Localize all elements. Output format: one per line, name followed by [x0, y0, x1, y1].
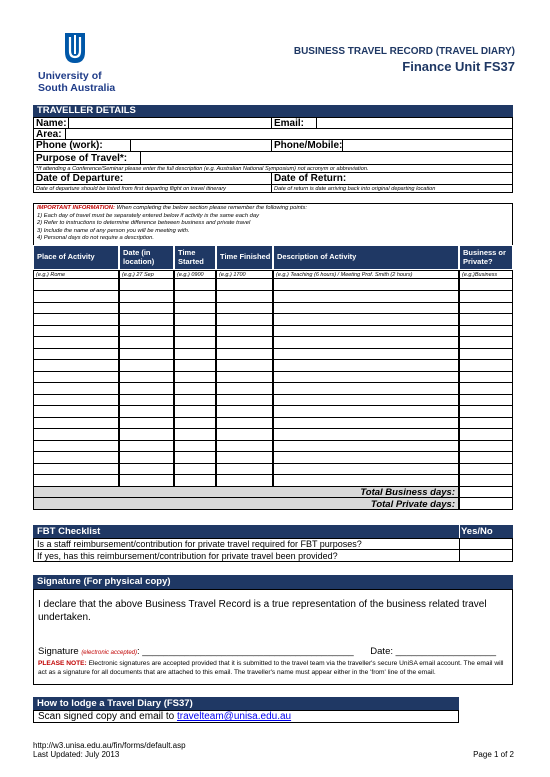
- table-row: [33, 440, 513, 452]
- table-cell[interactable]: [33, 394, 119, 406]
- table-row: [33, 371, 513, 383]
- activity-rows: [33, 279, 513, 486]
- departure-field[interactable]: Date of Departure:: [33, 172, 272, 185]
- email-field[interactable]: Email:: [271, 117, 513, 129]
- table-cell[interactable]: [216, 463, 273, 475]
- form-subtitle: Finance Unit FS37: [402, 59, 515, 74]
- table-cell[interactable]: [174, 314, 216, 326]
- table-cell[interactable]: [459, 463, 513, 475]
- departure-note: Date of departure should be listed from first departing flight on travel itinerary: [33, 184, 272, 193]
- return-field[interactable]: Date of Return:: [271, 172, 513, 185]
- signature-note: (electronic accepted): [81, 650, 138, 656]
- table-cell[interactable]: [33, 440, 119, 452]
- table-cell[interactable]: [119, 406, 174, 418]
- table-row: [33, 291, 513, 303]
- table-cell[interactable]: [33, 279, 119, 291]
- table-cell[interactable]: [216, 360, 273, 372]
- fbt-question-2: If yes, has this reimbursement/contribution for private travel been provided?: [33, 549, 460, 562]
- table-cell[interactable]: [33, 406, 119, 418]
- col-finish: Time Finished: [216, 245, 273, 270]
- example-finish: (e.g.) 1700: [216, 270, 273, 279]
- table-cell[interactable]: [459, 429, 513, 441]
- travelteam-email-link[interactable]: travelteam@unisa.edu.au: [176, 711, 292, 722]
- logo-text-line1: University of: [38, 70, 102, 82]
- table-cell[interactable]: [174, 279, 216, 291]
- table-cell[interactable]: [33, 429, 119, 441]
- form-title: BUSINESS TRAVEL RECORD (TRAVEL DIARY): [293, 46, 515, 57]
- please-note-text: Electronic signatures are accepted provided that it is submitted to the travel team via the traveller's secure UniSA email account. The email will act as a signature for all documents that are attached to this email. The traveller's name must appear either in the 'from' line of the email.: [38, 660, 504, 676]
- example-start: (e.g.) 0900: [174, 270, 216, 279]
- table-cell[interactable]: [273, 325, 459, 337]
- unisa-logo-icon: [64, 32, 86, 64]
- table-row: [33, 394, 513, 406]
- table-cell[interactable]: [174, 417, 216, 429]
- table-cell[interactable]: [33, 452, 119, 464]
- table-cell[interactable]: [459, 440, 513, 452]
- area-field[interactable]: Area:: [33, 128, 513, 140]
- col-description: Description of Activity: [273, 245, 459, 270]
- table-cell[interactable]: [216, 417, 273, 429]
- table-cell[interactable]: [174, 394, 216, 406]
- table-row: [33, 302, 513, 314]
- important-point: 2) Refer to instructions to determine difference between business and private travel: [37, 220, 251, 226]
- table-row: [33, 383, 513, 395]
- table-cell[interactable]: [216, 452, 273, 464]
- table-cell[interactable]: [33, 302, 119, 314]
- signature-please-note: [38, 659, 508, 677]
- table-row: [33, 348, 513, 360]
- table-cell[interactable]: [273, 314, 459, 326]
- table-cell[interactable]: [273, 463, 459, 475]
- purpose-label-divider: [33, 151, 141, 165]
- fbt-question-1: Is a staff reimbursement/contribution for private travel required for FBT purposes?: [33, 538, 460, 550]
- table-cell[interactable]: [119, 440, 174, 452]
- table-cell[interactable]: [459, 325, 513, 337]
- table-cell[interactable]: [216, 325, 273, 337]
- table-cell[interactable]: [33, 337, 119, 349]
- table-cell[interactable]: [174, 383, 216, 395]
- table-cell[interactable]: [174, 371, 216, 383]
- table-cell[interactable]: [119, 325, 174, 337]
- table-cell[interactable]: [459, 302, 513, 314]
- table-cell[interactable]: [174, 302, 216, 314]
- important-point: 1) Each day of travel must be separately entered below if activity is the same each day: [37, 212, 260, 219]
- purpose-note: *If attending a Conference/Seminar please enter the full description (e.g. Australian National Symposium) not acronym or abbreviation.: [33, 164, 513, 173]
- table-cell[interactable]: [119, 337, 174, 349]
- example-type: (e.g.)Business: [459, 270, 513, 279]
- table-row: [33, 475, 513, 487]
- table-row: [33, 417, 513, 429]
- table-cell[interactable]: [119, 394, 174, 406]
- table-cell[interactable]: [119, 383, 174, 395]
- please-note-label: PLEASE NOTE:: [38, 660, 87, 667]
- important-point: 3) Include the name of any person you will be meeting with.: [37, 227, 190, 234]
- important-point: 4) Personal days do not require a description.: [37, 235, 154, 241]
- table-cell[interactable]: [273, 360, 459, 372]
- table-cell[interactable]: [216, 302, 273, 314]
- table-cell[interactable]: [33, 417, 119, 429]
- table-cell[interactable]: [273, 302, 459, 314]
- table-cell[interactable]: [273, 394, 459, 406]
- table-cell[interactable]: [174, 429, 216, 441]
- table-cell[interactable]: [174, 291, 216, 303]
- table-cell[interactable]: [273, 291, 459, 303]
- table-cell[interactable]: [119, 360, 174, 372]
- signature-heading: Signature (For physical copy): [33, 575, 513, 589]
- total-private-value[interactable]: [459, 498, 513, 510]
- table-row: [33, 452, 513, 464]
- unisa-logo: [38, 32, 118, 94]
- total-business-label: Total Business days:: [360, 487, 455, 498]
- table-cell[interactable]: [459, 314, 513, 326]
- table-cell[interactable]: [216, 429, 273, 441]
- lodge-heading: How to lodge a Travel Diary (FS37): [33, 697, 459, 710]
- signature-label: Signature: [38, 646, 79, 657]
- table-cell[interactable]: [174, 452, 216, 464]
- table-cell[interactable]: [216, 440, 273, 452]
- phone-work-field[interactable]: Phone (work):: [33, 139, 272, 152]
- table-cell[interactable]: [273, 279, 459, 291]
- col-date: Date (in location): [119, 245, 174, 270]
- table-cell[interactable]: [273, 348, 459, 360]
- table-cell[interactable]: [174, 463, 216, 475]
- table-cell[interactable]: [273, 337, 459, 349]
- traveller-details-heading: TRAVELLER DETAILS: [33, 105, 513, 117]
- table-cell[interactable]: [216, 475, 273, 487]
- table-cell[interactable]: [119, 279, 174, 291]
- lodge-instructions: [33, 710, 459, 723]
- table-row: [33, 337, 513, 349]
- table-cell[interactable]: [459, 452, 513, 464]
- important-intro: When completing the below section please remember the following points:: [114, 205, 307, 211]
- table-cell[interactable]: [216, 383, 273, 395]
- table-cell[interactable]: [174, 337, 216, 349]
- table-cell[interactable]: [174, 406, 216, 418]
- table-cell[interactable]: [459, 291, 513, 303]
- name-field[interactable]: Name:: [33, 117, 272, 129]
- table-cell[interactable]: [273, 429, 459, 441]
- table-cell[interactable]: [459, 348, 513, 360]
- table-cell[interactable]: [459, 371, 513, 383]
- purpose-field[interactable]: Purpose of Travel*:: [33, 151, 513, 165]
- table-cell[interactable]: [174, 348, 216, 360]
- col-start: Time Started: [174, 245, 216, 270]
- col-business-private: Business or Private?: [459, 245, 513, 270]
- table-row: [33, 429, 513, 441]
- table-cell[interactable]: [119, 417, 174, 429]
- table-cell[interactable]: [216, 314, 273, 326]
- signature-date[interactable]: Date: ___________________: [370, 646, 497, 657]
- table-cell[interactable]: [119, 348, 174, 360]
- table-row: [33, 325, 513, 337]
- table-cell[interactable]: [273, 371, 459, 383]
- table-cell[interactable]: [33, 348, 119, 360]
- table-cell[interactable]: [119, 452, 174, 464]
- table-cell[interactable]: [273, 417, 459, 429]
- table-cell[interactable]: [459, 279, 513, 291]
- table-cell[interactable]: [119, 302, 174, 314]
- table-row: [33, 314, 513, 326]
- signature-line[interactable]: [38, 646, 508, 657]
- table-cell[interactable]: [216, 406, 273, 418]
- table-row: [33, 463, 513, 475]
- table-row: [33, 360, 513, 372]
- table-cell[interactable]: [174, 475, 216, 487]
- table-cell[interactable]: [273, 452, 459, 464]
- table-cell[interactable]: [273, 440, 459, 452]
- table-cell[interactable]: [459, 406, 513, 418]
- table-cell[interactable]: [119, 463, 174, 475]
- signature-declaration: I declare that the above Business Travel Record is a true representation of the business related travel undertaken.: [38, 599, 487, 623]
- table-cell[interactable]: [174, 360, 216, 372]
- table-cell[interactable]: [459, 337, 513, 349]
- logo-text-line2: South Australia: [38, 82, 116, 94]
- table-cell[interactable]: [459, 394, 513, 406]
- example-place: (e.g.) Rome: [33, 270, 119, 279]
- table-cell[interactable]: [273, 383, 459, 395]
- table-cell[interactable]: [174, 440, 216, 452]
- example-description: (e.g.) Teaching (6 hours) / Meeting Prof. Smith (2 hours): [273, 270, 459, 279]
- fbt-yesno-label: Yes/No: [461, 526, 493, 537]
- table-cell[interactable]: [33, 383, 119, 395]
- lodge-text: Scan signed copy and email to: [38, 711, 177, 722]
- footer-updated: Last Updated: July 2013: [33, 750, 120, 759]
- table-cell[interactable]: [216, 394, 273, 406]
- col-place: Place of Activity: [33, 245, 119, 270]
- table-cell[interactable]: [119, 475, 174, 487]
- table-cell[interactable]: [33, 314, 119, 326]
- table-cell[interactable]: [459, 417, 513, 429]
- total-business-value[interactable]: [459, 486, 513, 498]
- table-cell[interactable]: [459, 475, 513, 487]
- table-cell[interactable]: [216, 279, 273, 291]
- table-cell[interactable]: [216, 348, 273, 360]
- table-cell[interactable]: [459, 383, 513, 395]
- table-cell[interactable]: [33, 475, 119, 487]
- table-cell[interactable]: [119, 291, 174, 303]
- table-cell[interactable]: [119, 429, 174, 441]
- table-cell[interactable]: [33, 325, 119, 337]
- table-cell[interactable]: [216, 291, 273, 303]
- return-note: Date of return is date arriving back into original departing location: [271, 184, 513, 193]
- table-cell[interactable]: [216, 371, 273, 383]
- footer-page: Page 1 of 2: [473, 750, 514, 759]
- fbt-heading-divider: [459, 525, 460, 538]
- table-cell[interactable]: [33, 291, 119, 303]
- table-cell[interactable]: [119, 314, 174, 326]
- signature-box: [33, 589, 513, 685]
- important-label: IMPORTANT INFORMATION:: [37, 205, 115, 211]
- example-date: (e.g.) 27 Sep: [119, 270, 174, 279]
- table-cell[interactable]: [273, 406, 459, 418]
- table-row: [33, 406, 513, 418]
- table-cell[interactable]: [33, 371, 119, 383]
- table-cell[interactable]: [216, 337, 273, 349]
- table-cell[interactable]: [459, 360, 513, 372]
- table-cell[interactable]: [33, 360, 119, 372]
- important-info-box: [33, 203, 513, 245]
- table-cell[interactable]: [33, 463, 119, 475]
- table-cell[interactable]: [174, 325, 216, 337]
- table-cell[interactable]: [119, 371, 174, 383]
- fbt-answer-2[interactable]: [459, 549, 513, 562]
- phone-mobile-field[interactable]: Phone/Mobile:: [271, 139, 513, 152]
- table-cell[interactable]: [273, 475, 459, 487]
- footer-url[interactable]: http://w3.unisa.edu.au/fin/forms/default.asp: [33, 741, 186, 750]
- fbt-heading: FBT Checklist Yes/No: [33, 525, 513, 538]
- table-row: [33, 279, 513, 291]
- total-private-label: Total Private days:: [370, 499, 455, 510]
- signature-underline: : ________________________________________: [137, 646, 354, 657]
